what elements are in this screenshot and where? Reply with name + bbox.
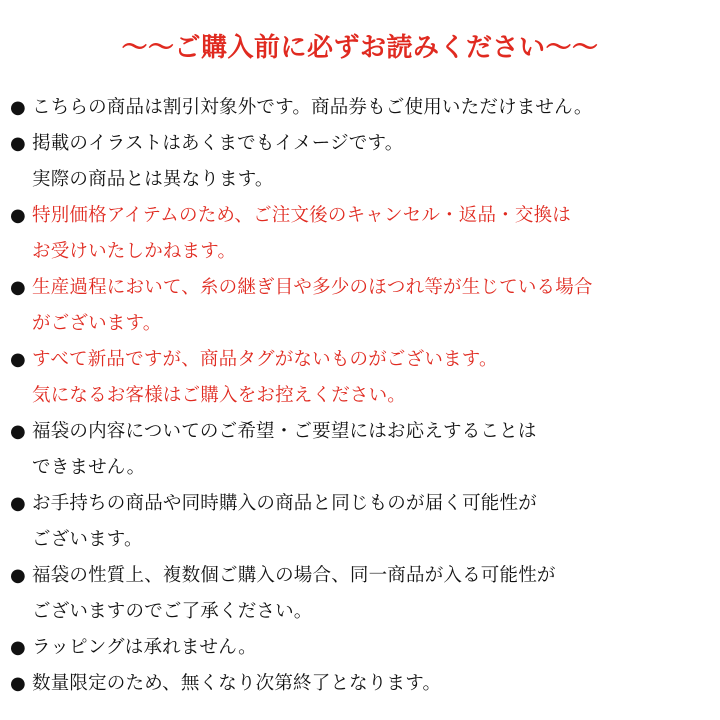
- notice-item: [10, 486, 710, 558]
- bullet-icon: ●: [10, 565, 26, 586]
- notice-item: [10, 198, 710, 270]
- bullet-icon: ●: [10, 493, 26, 514]
- bullet-icon: ●: [10, 349, 26, 370]
- notice-item: [10, 90, 710, 126]
- bullet-icon: ●: [10, 97, 26, 118]
- notice-text: [32, 270, 710, 342]
- notice-text: [32, 198, 710, 270]
- notice-text: [32, 630, 710, 666]
- notice-item: [10, 558, 710, 630]
- notice-line: がございます。: [32, 313, 162, 334]
- notice-list: [10, 90, 710, 702]
- notice-text: [32, 558, 710, 630]
- notice-item: [10, 342, 710, 414]
- notice-text: [32, 126, 710, 198]
- notice-line: すべて新品ですが、商品タグがないものがございます。: [32, 349, 498, 370]
- notice-text: [32, 90, 710, 126]
- notice-line: 気になるお客様はご購入をお控えください。: [32, 385, 407, 406]
- notice-line: こちらの商品は割引対象外です。商品券もご使用いただけません。: [32, 97, 593, 118]
- notice-item: [10, 666, 710, 702]
- notice-text: [32, 486, 710, 558]
- notice-item: [10, 414, 710, 486]
- notice-line: 特別価格アイテムのため、ご注文後のキャンセル・返品・交換は: [32, 205, 571, 226]
- notice-line: できません。: [32, 457, 146, 478]
- bullet-icon: ●: [10, 205, 26, 226]
- notice-line: 生産過程において、糸の継ぎ目や多少のほつれ等が生じている場合: [32, 277, 593, 298]
- bullet-icon: ●: [10, 133, 26, 154]
- notice-text: [32, 414, 710, 486]
- notice-line: 福袋の内容についてのご希望・ご要望にはお応えすることは: [32, 421, 537, 442]
- bullet-icon: ●: [10, 421, 26, 442]
- notice-item: [10, 630, 710, 666]
- notice-line: お手持ちの商品や同時購入の商品と同じものが届く可能性が: [32, 493, 537, 514]
- notice-line: ございますのでご了承ください。: [32, 601, 313, 622]
- notice-item: [10, 270, 710, 342]
- notice-line: 掲載のイラストはあくまでもイメージです。: [32, 133, 404, 154]
- bullet-icon: ●: [10, 673, 26, 694]
- notice-line: ラッピングは承れません。: [32, 637, 257, 658]
- bullet-icon: ●: [10, 277, 26, 298]
- page-title: 〜〜ご購入前に必ずお読みください〜〜: [121, 33, 599, 63]
- notice-line: 福袋の性質上、複数個ご購入の場合、同一商品が入る可能性が: [32, 565, 556, 586]
- notice-line: ございます。: [32, 529, 143, 550]
- notice-item: [10, 126, 710, 198]
- notice-line: 数量限定のため、無くなり次第終了となります。: [32, 673, 442, 694]
- notice-text: [32, 666, 710, 702]
- notice-line: お受けいたしかねます。: [32, 241, 237, 262]
- notice-line: 実際の商品とは異なります。: [32, 169, 274, 190]
- notice-text: [32, 342, 710, 414]
- bullet-icon: ●: [10, 637, 26, 658]
